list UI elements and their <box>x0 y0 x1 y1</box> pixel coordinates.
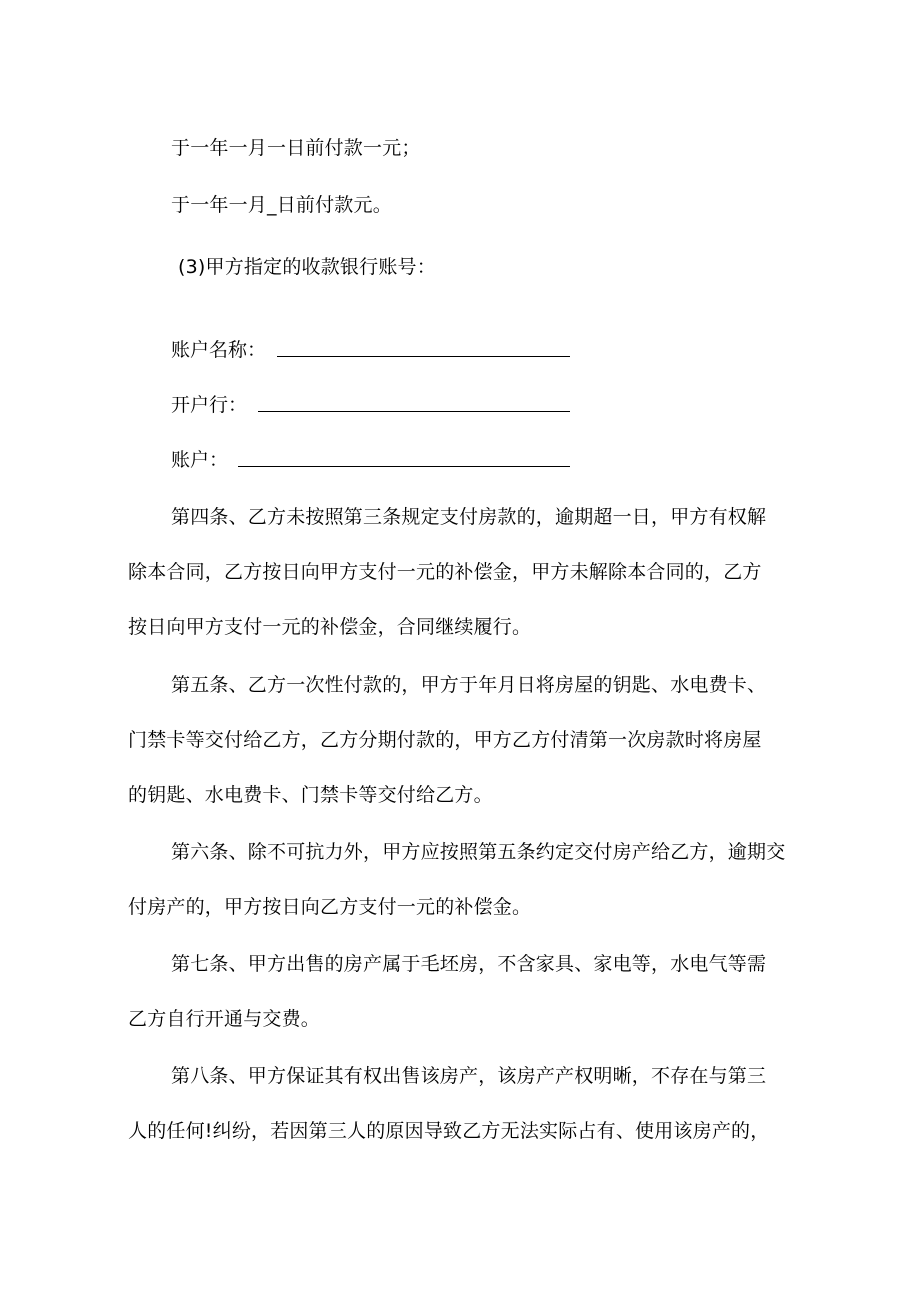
article5-line-3: 的钥匙、水电费卡、门禁卡等交付给乙方。 <box>128 784 493 806</box>
article5-line-1: 第五条、乙方一次性付款的，甲方于年月日将房屋的钥匙、水电费卡、 <box>171 674 767 696</box>
article4-line-1: 第四条、乙方未按照第三条规定支付房款的，逾期超一日，甲方有权解 <box>171 506 767 528</box>
bank-account-heading: (3)甲方指定的收款银行账号： <box>178 256 436 278</box>
account-name-label: 账户名称： <box>171 339 267 361</box>
article7-line-2: 乙方自行开通与交费。 <box>128 1008 321 1030</box>
payment-line-1: 于一年一月一日前付款一元； <box>171 137 421 159</box>
account-name-blank <box>277 356 570 357</box>
article6-line-1: 第六条、除不可抗力外，甲方应按照第五条约定交付房产给乙方，逾期交 <box>171 841 786 863</box>
article8-line-1: 第八条、甲方保证其有权出售该房产，该房产产权明晰，不存在与第三 <box>171 1065 767 1087</box>
payment-line-2: 于一年一月_日前付款元。 <box>171 194 392 216</box>
article6-line-2: 付房产的，甲方按日向乙方支付一元的补偿金。 <box>128 896 532 918</box>
article4-line-3: 按日向甲方支付一元的补偿金，合同继续履行。 <box>128 616 532 638</box>
account-number-blank <box>238 466 570 467</box>
article4-line-2: 除本合同，乙方按日向甲方支付一元的补偿金，甲方未解除本合同的，乙方 <box>128 561 762 583</box>
bank-name-blank <box>258 411 570 412</box>
account-number-label: 账户： <box>171 449 229 471</box>
article5-line-2: 门禁卡等交付给乙方，乙方分期付款的，甲方乙方付清第一次房款时将房屋 <box>128 729 762 751</box>
article8-line-2: 人的任何!纠纷，若因第三人的原因导致乙方无法实际占有、使用该房产的， <box>128 1120 770 1142</box>
bank-name-label: 开户行： <box>171 394 248 416</box>
article7-line-1: 第七条、甲方出售的房产属于毛坯房，不含家具、家电等，水电气等需 <box>171 953 767 975</box>
